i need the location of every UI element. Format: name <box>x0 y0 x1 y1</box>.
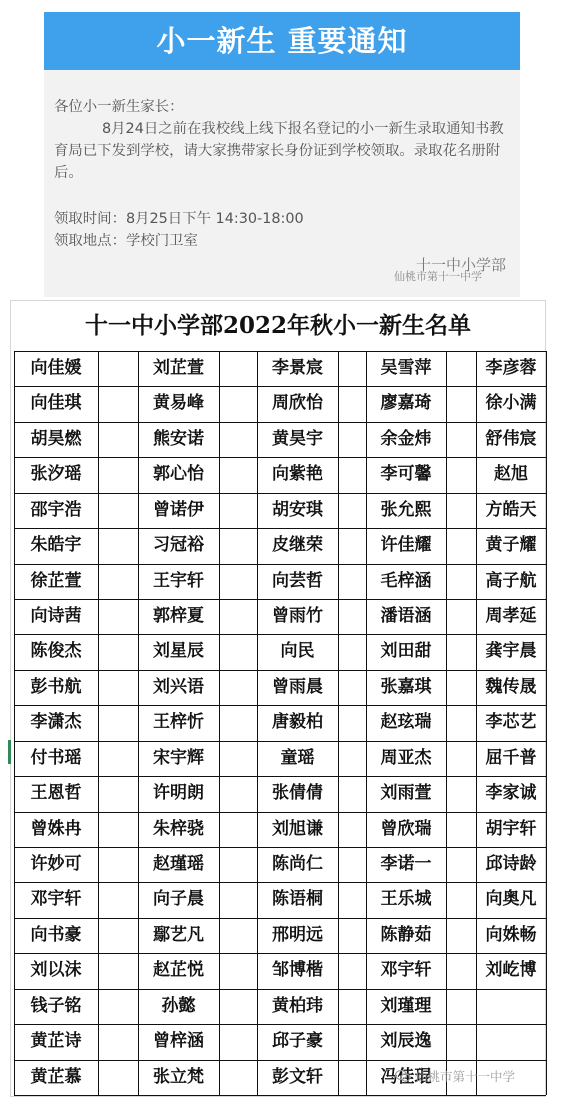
student-name-cell: 刘田甜 <box>380 641 432 661</box>
student-name-cell: 邢明远 <box>272 925 323 945</box>
roster-table <box>14 351 546 1095</box>
student-name-cell: 向子晨 <box>153 889 204 909</box>
student-name-cell: 张汐瑶 <box>30 464 82 484</box>
student-name-cell: 胡昊燃 <box>30 429 82 449</box>
roster-sheet <box>10 300 546 1097</box>
student-name-cell <box>476 1024 546 1059</box>
notice-watermark-big: 十一中小学部 <box>416 256 507 274</box>
student-name-cell: 邓宇轩 <box>30 889 82 909</box>
student-name-cell: 刘以沫 <box>30 960 82 980</box>
student-name-cell: 曾雨晨 <box>272 677 323 697</box>
student-name-cell: 朱皓宇 <box>30 535 82 555</box>
student-name-cell: 王宇轩 <box>153 571 204 591</box>
student-name-cell: 黄芷诗 <box>30 1031 82 1051</box>
student-name-cell: 周欣怡 <box>272 393 323 413</box>
wechat-logo-icon <box>395 1069 411 1083</box>
student-name-cell: 向民 <box>280 641 315 661</box>
student-name-cell: 魏传晟 <box>485 677 537 697</box>
student-name-cell: 李彦蓉 <box>485 358 537 378</box>
student-name-cell: 陈语桐 <box>272 889 323 909</box>
student-name-cell: 黄柏玮 <box>272 996 323 1016</box>
student-name-cell: 熊安诺 <box>153 429 204 449</box>
student-name-cell: 唐毅柏 <box>272 712 323 732</box>
student-name-cell: 潘语涵 <box>380 606 432 626</box>
student-name-cell: 李可馨 <box>380 464 432 484</box>
student-name-cell: 李景宸 <box>272 358 323 378</box>
student-name-cell: 曾姝冉 <box>30 819 82 839</box>
student-name-cell: 向奥凡 <box>485 889 537 909</box>
student-name-cell: 徐芷萱 <box>30 571 82 591</box>
student-name-cell: 童瑶 <box>280 748 315 768</box>
notice-banner-title: 小一新生 重要通知 <box>44 12 520 70</box>
student-name-cell: 黄易峰 <box>153 393 204 413</box>
student-name-cell: 向佳媛 <box>30 358 82 378</box>
student-name-cell: 胡安琪 <box>272 500 323 520</box>
student-name-cell: 许佳耀 <box>380 535 432 555</box>
roster-watermark-text: 仙桃市第十一中学 <box>414 1069 515 1084</box>
table-column-line <box>446 351 447 1095</box>
student-name-cell: 许明朗 <box>153 783 204 803</box>
student-name-cell: 郭心怡 <box>153 464 204 484</box>
student-name-cell: 曾诺伊 <box>153 500 204 520</box>
table-column-line <box>338 351 339 1095</box>
student-name-cell: 邓宇轩 <box>380 960 432 980</box>
student-name-cell: 王乐城 <box>380 889 432 909</box>
notice-watermark-small: 仙桃市第十一中学 <box>394 270 482 283</box>
student-name-cell: 毛梓涵 <box>380 571 432 591</box>
student-name-cell: 王梓忻 <box>153 712 204 732</box>
student-name-cell: 陈俊杰 <box>30 641 82 661</box>
table-column-line <box>219 351 220 1095</box>
student-name-cell: 向芸哲 <box>272 571 323 591</box>
roster-title: 十一中小学部2022年秋小一新生名单 <box>84 312 471 339</box>
student-name-cell: 刘旭谦 <box>272 819 323 839</box>
student-name-cell: 邱子豪 <box>272 1031 323 1051</box>
student-name-cell: 冯佳琨 <box>380 1067 432 1087</box>
student-name-cell: 向诗茜 <box>30 606 82 626</box>
student-name-cell: 高子航 <box>485 571 537 591</box>
student-name-cell: 龚宇晨 <box>485 641 537 661</box>
student-name-cell: 黄芷慕 <box>30 1067 82 1087</box>
student-name-cell: 方皓天 <box>485 500 537 520</box>
student-name-cell: 曾欣瑞 <box>380 819 432 839</box>
notice-body <box>54 96 514 252</box>
student-name-cell: 黄昊宇 <box>272 429 323 449</box>
student-name-cell: 屈千普 <box>485 748 537 768</box>
student-name-cell: 廖嘉琦 <box>380 393 432 413</box>
student-name-cell: 李芯艺 <box>485 712 537 732</box>
student-name-cell: 刘芷萱 <box>153 358 204 378</box>
edge-marker <box>8 740 11 764</box>
student-name-cell: 郭梓夏 <box>153 606 204 626</box>
student-name-cell: 胡宇轩 <box>485 819 537 839</box>
student-name-cell: 李潇杰 <box>30 712 82 732</box>
student-name-cell: 赵旭 <box>494 464 528 484</box>
table-column-line <box>546 351 547 1095</box>
student-name-cell: 邵宇浩 <box>30 500 82 520</box>
student-name-cell: 朱梓骁 <box>153 819 204 839</box>
student-name-cell: 李诺一 <box>380 854 432 874</box>
notice-place-line: 领取地点：学校门卫室 <box>54 233 198 249</box>
student-name-cell: 吴雪萍 <box>380 358 432 378</box>
student-name-cell: 彭书航 <box>30 677 82 697</box>
student-name-cell: 赵瑾瑶 <box>153 854 204 874</box>
student-name-cell: 向书豪 <box>30 925 82 945</box>
student-name-cell: 刘兴语 <box>153 677 204 697</box>
student-name-cell: 陈尚仁 <box>272 854 323 874</box>
table-column-line <box>98 351 99 1095</box>
notice-time-line: 领取时间：8月25日下午 14:30-18:00 <box>54 211 304 227</box>
student-name-cell: 向佳琪 <box>30 393 82 413</box>
student-name-cell: 刘辰逸 <box>380 1031 432 1051</box>
notice-greeting: 各位小一新生家长： <box>54 99 184 115</box>
student-name-cell: 刘雨萱 <box>380 783 432 803</box>
student-name-cell: 余金炜 <box>380 429 432 449</box>
student-name-cell: 习冠裕 <box>153 535 204 555</box>
student-name-cell: 黄子耀 <box>485 535 537 555</box>
student-name-cell: 刘屹博 <box>485 960 537 980</box>
table-row-line <box>14 1095 546 1096</box>
notice-image <box>44 12 520 297</box>
student-name-cell: 舒伟宸 <box>485 429 537 449</box>
student-name-cell: 邹博楷 <box>272 960 323 980</box>
student-name-cell: 周孝延 <box>485 606 537 626</box>
student-name-cell: 鄢艺凡 <box>153 925 204 945</box>
student-name-cell: 徐小满 <box>485 393 537 413</box>
student-name-cell: 曾雨竹 <box>272 606 323 626</box>
student-name-cell: 向姝畅 <box>485 925 537 945</box>
student-name-cell: 陈静茹 <box>380 925 432 945</box>
student-name-cell: 许妙可 <box>30 854 82 874</box>
student-name-cell: 钱子铭 <box>30 996 82 1016</box>
student-name-cell: 孙懿 <box>161 996 196 1016</box>
student-name-cell: 曾梓涵 <box>153 1031 204 1051</box>
student-name-cell: 张嘉琪 <box>380 677 432 697</box>
student-name-cell: 王恩哲 <box>30 783 82 803</box>
student-name-cell: 向紫艳 <box>272 464 323 484</box>
student-name-cell: 赵玹瑞 <box>380 712 432 732</box>
student-name-cell: 邱诗龄 <box>485 854 537 874</box>
student-name-cell: 赵芷悦 <box>153 960 204 980</box>
student-name-cell: 张立梵 <box>153 1067 204 1087</box>
student-name-cell: 付书瑶 <box>30 748 82 768</box>
roster-watermark <box>395 1067 515 1085</box>
student-name-cell: 彭文轩 <box>272 1067 323 1087</box>
student-name-cell: 张允熙 <box>380 500 432 520</box>
student-name-cell: 宋宇辉 <box>153 748 204 768</box>
student-name-cell: 张倩倩 <box>272 783 323 803</box>
student-name-cell: 周亚杰 <box>380 748 432 768</box>
notice-paragraph: 8月24日之前在我校线上线下报名登记的小一新生录取通知书教育局已下发到学校，请大家携带家长身份证到学校领取。录取花名册附后。 <box>54 121 504 181</box>
student-name-cell <box>476 989 546 1024</box>
student-name-cell: 李家诚 <box>485 783 537 803</box>
student-name-cell: 刘瑾理 <box>380 996 432 1016</box>
student-name-cell: 刘星辰 <box>153 641 204 661</box>
student-name-cell: 皮继荣 <box>272 535 323 555</box>
